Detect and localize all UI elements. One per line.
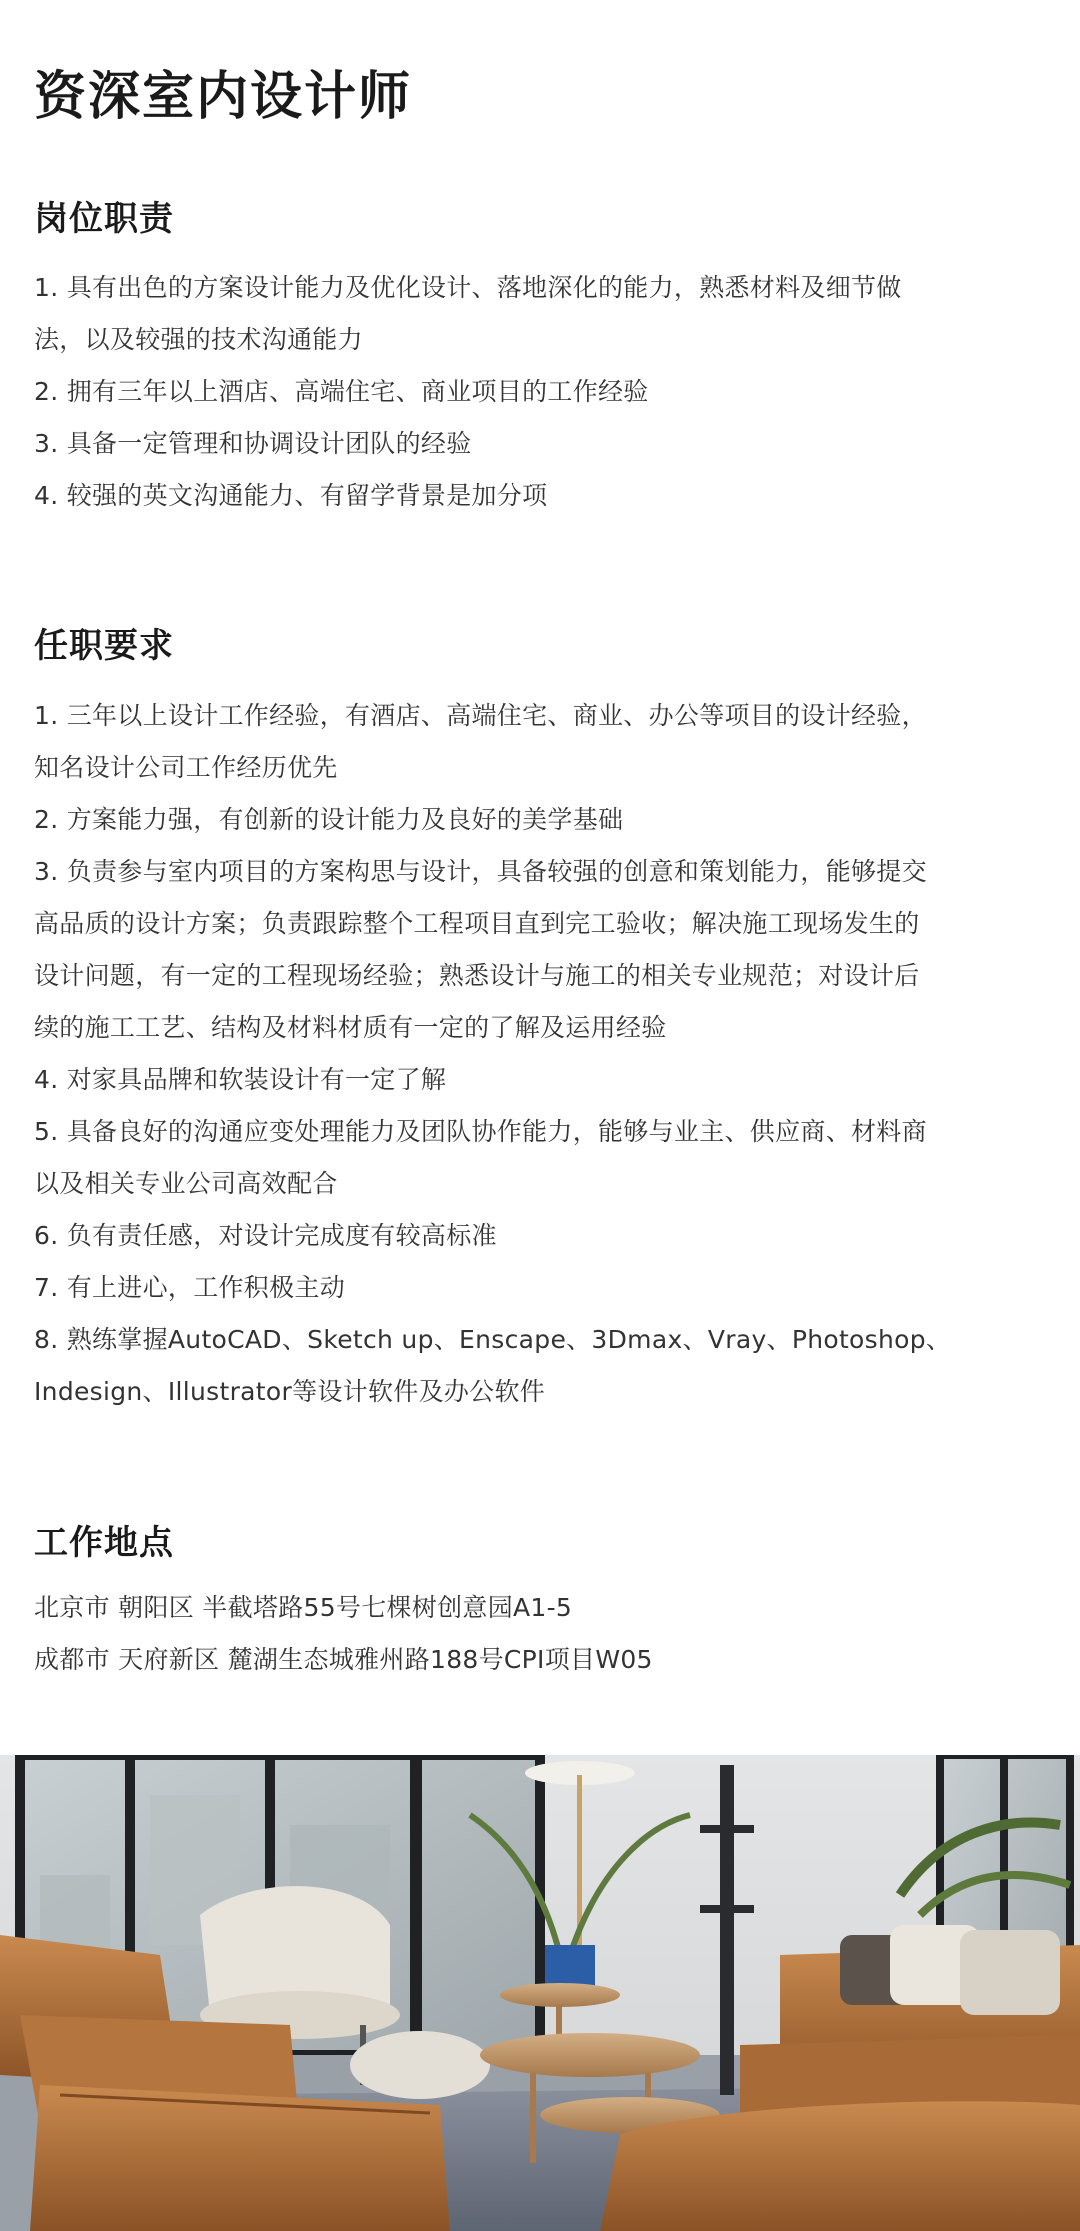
section-heading-duties: 岗位职责 (34, 199, 174, 239)
requirement-line: 3. 负责参与室内项目的方案构思与设计，具备较强的创意和策划能力，能够提交 (34, 857, 927, 886)
section-heading-requirements: 任职要求 (34, 626, 174, 666)
requirement-line: 2. 方案能力强，有创新的设计能力及良好的美学基础 (34, 805, 624, 834)
lounge-interior-photo (0, 1755, 1080, 2231)
requirement-line: 4. 对家具品牌和软装设计有一定了解 (34, 1065, 447, 1094)
address-line-chengdu: 成都市 天府新区 麓湖生态城雅州路188号CPI项目W05 (34, 1645, 653, 1674)
duty-line: 法，以及较强的技术沟通能力 (34, 325, 363, 354)
requirement-line: 续的施工工艺、结构及材料材质有一定的了解及运用经验 (34, 1013, 667, 1042)
section-heading-location: 工作地点 (34, 1523, 174, 1563)
requirement-line: 知名设计公司工作经历优先 (34, 753, 338, 782)
requirement-line: 7. 有上进心，工作积极主动 (34, 1273, 346, 1302)
duty-line: 3. 具备一定管理和协调设计团队的经验 (34, 429, 472, 458)
duty-line: 2. 拥有三年以上酒店、高端住宅、商业项目的工作经验 (34, 377, 649, 406)
duty-line: 4. 较强的英文沟通能力、有留学背景是加分项 (34, 481, 548, 510)
requirement-line: 以及相关专业公司高效配合 (34, 1169, 338, 1198)
requirement-line: Indesign、Illustrator等设计软件及办公软件 (34, 1377, 546, 1406)
address-line-beijing: 北京市 朝阳区 半截塔路55号七棵树创意园A1-5 (34, 1593, 573, 1622)
photo-illustration (0, 1755, 1080, 2231)
requirement-line: 1. 三年以上设计工作经验，有酒店、高端住宅、商业、办公等项目的设计经验， (34, 701, 927, 730)
page-title: 资深室内设计师 (34, 67, 413, 127)
requirement-line: 高品质的设计方案；负责跟踪整个工程项目直到完工验收；解决施工现场发生的 (34, 909, 920, 938)
requirement-line: 5. 具备良好的沟通应变处理能力及团队协作能力，能够与业主、供应商、材料商 (34, 1117, 927, 1146)
requirement-line: 6. 负有责任感，对设计完成度有较高标准 (34, 1221, 497, 1250)
duty-line: 1. 具有出色的方案设计能力及优化设计、落地深化的能力，熟悉材料及细节做 (34, 273, 902, 302)
requirement-line: 8. 熟练掌握AutoCAD、Sketch up、Enscape、3Dmax、Vray、Photoshop、 (34, 1325, 952, 1354)
requirement-line: 设计问题，有一定的工程现场经验；熟悉设计与施工的相关专业规范；对设计后 (34, 961, 920, 990)
